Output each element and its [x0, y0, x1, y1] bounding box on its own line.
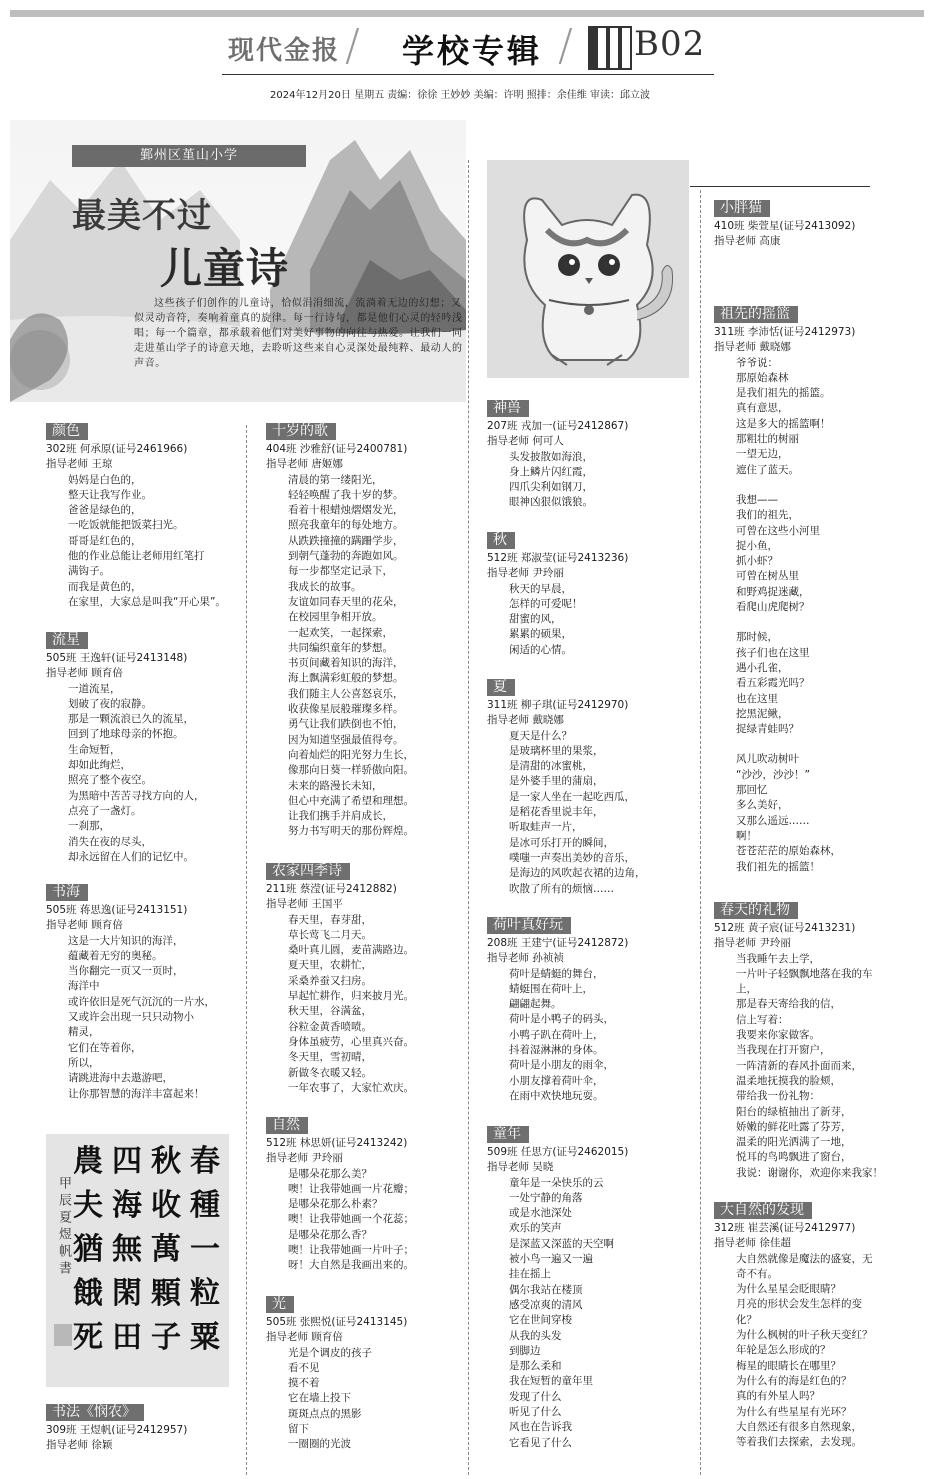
poem-block — [266, 1296, 466, 1453]
poem-line: 秋天的早晨， — [509, 582, 572, 595]
poem-line: 孩子们也在这里 — [736, 646, 810, 659]
poem-line: 收获像星辰般璀璨多样。 — [288, 703, 404, 716]
poem-line: 我们随主人公喜怒哀乐， — [288, 687, 404, 700]
poem-line: 啊！ — [736, 829, 757, 842]
poem-line: 多么美好， — [736, 799, 789, 812]
poem-line: 苍苍茫茫的原始森林， — [736, 845, 841, 858]
poem-line: 上， — [736, 983, 757, 996]
poem-line: 一处宁静的角落 — [509, 1191, 583, 1204]
poem-author: 208班 王建宁(证号2412872) — [487, 937, 629, 949]
poem-line: 带给我一份礼物： — [736, 1090, 820, 1103]
poem-line: 是哪朵花那么美？ — [288, 1167, 372, 1180]
poem-line: 一圈圈的光波 — [288, 1438, 351, 1451]
poem-line: 桑叶真儿圆，麦苗满路边。 — [288, 944, 414, 957]
poem-line: 采桑养蚕又扫房。 — [288, 974, 372, 987]
poem-line: 它在墙上投下 — [288, 1392, 351, 1405]
poem-line: 是深蓝又深蓝的天空啊 — [509, 1237, 614, 1250]
poem-block — [46, 423, 246, 610]
poem-teacher: 指导老师 徐佳超 — [714, 1237, 791, 1250]
section-title: 学校专辑 — [402, 32, 543, 70]
poem-line: 阳台的绿植抽出了新芽， — [736, 1105, 852, 1118]
poem-teacher: 指导老师 尹玲丽 — [266, 1152, 343, 1165]
poem-teacher: 指导老师 孙祯祯 — [487, 952, 564, 965]
poem-line: 那粗壮的树丽 — [736, 433, 799, 446]
poem-block — [714, 902, 924, 1181]
poem-line: 回到了地球母亲的怀抱。 — [68, 728, 184, 741]
poem-line: 我们的祖先， — [736, 509, 799, 522]
poem-line: 我要来你家做客。 — [736, 1029, 820, 1042]
poem-title: 小胖猫 — [714, 200, 770, 217]
poem-line: 它们在等着你， — [68, 1041, 142, 1054]
poem-block — [266, 423, 466, 840]
poem-line: 因为知道坚强最值得夸。 — [288, 733, 404, 746]
poem-title: 十岁的歌 — [266, 423, 336, 440]
poem-teacher: 指导老师 顾育倍 — [46, 667, 123, 680]
poem-line: 让我们携手并肩成长， — [288, 810, 393, 823]
column-divider — [700, 190, 701, 1475]
school-name-label: 鄞州区堇山小学 — [72, 145, 306, 167]
poem-line: 闲适的心情。 — [509, 643, 572, 656]
poem-line: 让你那智慧的海洋丰富起来！ — [68, 1087, 205, 1100]
poem-line: 春天里，春芽甜， — [288, 913, 372, 926]
poem-line: 呀！大自然是我画出来的。 — [288, 1259, 414, 1272]
poem-teacher: 指导老师 唐姬娜 — [266, 458, 343, 471]
poem-line: 噢！让我带她画一个花蕊； — [288, 1213, 414, 1226]
poem-line: 我在短暂的童年里 — [509, 1375, 593, 1388]
poem-line: 翩翩起舞。 — [509, 998, 562, 1011]
poem-line: 清晨的第一缕阳光， — [288, 473, 383, 486]
poem-line: 当我睡午去上学， — [736, 952, 820, 965]
poem-line: 遇小孔雀， — [736, 661, 789, 674]
header-rule — [222, 74, 714, 75]
poem-line: 抖着湿淋淋的身体。 — [509, 1044, 604, 1057]
poem-teacher: 指导老师 尹玲丽 — [487, 567, 564, 580]
newspaper-brand: 现代金报 — [228, 36, 341, 66]
qr-code-icon — [588, 26, 632, 70]
poem-line: 为黑暗中苦苦寻找方向的人， — [68, 789, 205, 802]
poem-line: 所以， — [68, 1056, 100, 1069]
poem-line: 风儿吹动树叶 — [736, 753, 799, 766]
poem-line: 童年是一朵快乐的云 — [509, 1176, 604, 1189]
poem-line: 甜蜜的风， — [509, 613, 562, 626]
poem-line: 奇不有。 — [736, 1267, 778, 1280]
calligraphy-signature: 甲辰夏煜帆書 — [56, 1176, 71, 1278]
poem-line: 一片叶子轻飘飘地落在我的车 — [736, 967, 873, 980]
poem-line: 温柔的阳光洒满了一地， — [736, 1136, 852, 1149]
poem-title: 秋 — [487, 532, 515, 549]
poem-author: 311班 柳子琪(证号2412970) — [487, 699, 629, 711]
poem-block — [46, 884, 246, 1102]
poem-teacher: 指导老师 顾育倍 — [46, 919, 123, 932]
poem-line: 却如此绚烂， — [68, 759, 131, 772]
poem-title: 神兽 — [487, 400, 529, 417]
calligraphy-image — [46, 1134, 229, 1387]
poem-author: 509班 任思方(证号2462015) — [487, 1146, 629, 1158]
poem-line: 这是一大片知识的海洋， — [68, 934, 184, 947]
poem-line: 挂在摇上 — [509, 1268, 551, 1281]
poem-line: 是海边的风吹起衣裙的边角， — [509, 867, 646, 880]
poem-line: 吹散了所有的烦恼…… — [509, 882, 614, 895]
poem-line: 这是多大的摇篮啊！ — [736, 417, 831, 430]
poem-line: 看五彩霞光吗？ — [736, 677, 810, 690]
top-rule — [10, 10, 924, 17]
poem-title: 书海 — [46, 884, 88, 901]
poem-line: 夏天里，农耕忙， — [288, 959, 372, 972]
feature-title-line2: 儿童诗 — [160, 244, 290, 293]
poem-line: 可曾在这些小河里 — [736, 524, 820, 537]
poem-line: 一道流星， — [68, 682, 121, 695]
poem-line: 是我们祖先的摇篮。 — [736, 387, 831, 400]
poem-title: 春天的礼物 — [714, 902, 798, 919]
poem-teacher: 指导老师 徐颖 — [46, 1439, 113, 1452]
poem-line: 请跳进海中去遨游吧， — [68, 1072, 173, 1085]
poem-line: 蜻蜓围在荷叶上， — [509, 982, 593, 995]
poem-line: 蕴藏着无穷的奥秘。 — [68, 949, 163, 962]
poem-line: 生命短暂， — [68, 743, 121, 756]
poem-line — [714, 737, 924, 752]
poem-author: 512班 林思妍(证号2413242) — [266, 1137, 408, 1149]
poem-line: 一阵清新的春风扑面而来， — [736, 1059, 862, 1072]
date-line: 2024年12月20日 星期五 责编：徐徐 王妙妙 美编：许明 照排：余佳维 审读：邱立波 — [270, 90, 650, 101]
poem-teacher: 指导老师 何可人 — [487, 435, 564, 448]
poem-teacher: 指导老师 王琼 — [46, 458, 113, 471]
poem-line: 到脚边 — [509, 1344, 541, 1357]
poem-line: 当我现在打开窗户， — [736, 1044, 831, 1057]
poem-line: 每一步都坚定记录下， — [288, 565, 393, 578]
poem-line: 早起忙耕作，归来披月光。 — [288, 990, 414, 1003]
poem-author: 505班 王逸轩(证号2413148) — [46, 652, 188, 664]
poem-author: 312班 崔芸溪(证号2412977) — [714, 1222, 856, 1234]
poem-line: 四爪尖利如钢刀， — [509, 481, 593, 494]
poem-line: 夏天是什么？ — [509, 729, 572, 742]
poem-line: 抓小虾？ — [736, 555, 778, 568]
poem-line: 我说：谢谢你，欢迎你来我家！ — [736, 1166, 883, 1179]
poem-line: 或是水池深处 — [509, 1207, 572, 1220]
poem-line: 大自然还有很多自然现象， — [736, 1420, 862, 1433]
poem-line: 妈妈是白色的， — [68, 473, 142, 486]
feature-title-line1: 最美不过 — [72, 196, 212, 236]
poem-block — [714, 200, 924, 250]
poem-line: 新做冬衣暖又轻。 — [288, 1066, 372, 1079]
poem-line: 悦耳的鸟鸣飘进了窗台， — [736, 1151, 852, 1164]
poem-author: 207班 戎加一(证号2412867) — [487, 420, 629, 432]
poem-line: 他的作业总能让老师用红笔打 — [68, 550, 205, 563]
poem-line: 身体虽疲劳，心里真兴奋。 — [288, 1035, 414, 1048]
poem-line: 捉绿青蛙吗？ — [736, 723, 799, 736]
poem-author: 505班 蒋思逸(证号2413151) — [46, 904, 188, 916]
poem-line: 点亮了一盏灯。 — [68, 804, 142, 817]
poem-teacher: 指导老师 戴晓娜 — [487, 714, 564, 727]
poem-line: 为什么星星会眨眼睛？ — [736, 1283, 841, 1296]
poem-line: 年轮是怎么形成的？ — [736, 1344, 831, 1357]
poem-line: 温柔地抚摸我的脸颊， — [736, 1074, 841, 1087]
poem-line: 是冰可乐打开的瞬间， — [509, 836, 614, 849]
poem-line: 梅星的眼睛长在哪里？ — [736, 1359, 841, 1372]
poem-line: 共同编织童年的梦想。 — [288, 641, 393, 654]
poem-line: 荷叶是小鸭子的码头， — [509, 1013, 614, 1026]
poem-line: 在校园里争相开放。 — [288, 611, 383, 624]
poem-title: 夏 — [487, 679, 515, 696]
poem-line: 一望无边， — [736, 448, 789, 461]
poem-author: 505班 张熙悦(证号2413145) — [266, 1316, 408, 1328]
poem-title: 颜色 — [46, 423, 88, 440]
poem-line: 又那么遥远…… — [736, 814, 810, 827]
poem-line: 真有意思， — [736, 402, 789, 415]
poem-line: 听取蛙声一片， — [509, 821, 583, 834]
poem-line: 一刹那， — [68, 820, 110, 833]
poem-block — [714, 306, 924, 875]
poem-line: 哥哥是红色的， — [68, 534, 142, 547]
poem-line: 在家里，大家总是叫我“开心果”。 — [68, 595, 226, 608]
poem-author: 302班 何承原(证号2461966) — [46, 443, 188, 455]
poem-line: 那是春天寄给我的信， — [736, 998, 841, 1011]
poem-line: 我们祖先的摇篮！ — [736, 860, 820, 873]
poem-line: 一起欢笑，一起探索， — [288, 626, 393, 639]
poem-title: 光 — [266, 1296, 294, 1313]
poem-teacher: 指导老师 王国平 — [266, 898, 343, 911]
poem-line: 信上写着： — [736, 1013, 789, 1026]
separator-slash: / — [345, 20, 360, 71]
poem-line: 捉小鱼， — [736, 539, 778, 552]
poem-line: 勇气让我们跌倒也不怕， — [288, 718, 404, 731]
poem-line: 化？ — [736, 1313, 757, 1326]
poem-line: 那时候， — [736, 631, 778, 644]
poem-line: 又或许会出现一只只动物小 — [68, 1011, 194, 1024]
poem-line: 偶尔我站在楼顶 — [509, 1283, 583, 1296]
poem-line: 像那向日葵一样骄傲向阳。 — [288, 764, 414, 777]
poem-line: 照亮了整个夜空。 — [68, 774, 152, 787]
poem-line: 噢！让我带她画一片花瓣； — [288, 1182, 414, 1195]
poem-line: 也在这里 — [736, 692, 778, 705]
poem-line: 光是个调皮的孩子 — [288, 1346, 372, 1359]
poem-line: 那回忆 — [736, 784, 768, 797]
poem-line: 等着我们去探索，去发现。 — [736, 1436, 862, 1449]
poem-line: 而我是黄色的， — [68, 580, 142, 593]
poem-line: 向着灿烂的阳光努力生长， — [288, 748, 414, 761]
poem-line — [714, 478, 924, 493]
poem-line: “沙沙，沙沙！” — [736, 768, 810, 781]
poem-line: 努力书写明天的那份辉煌。 — [288, 825, 414, 838]
poem-line: 发现了什么 — [509, 1390, 562, 1403]
poem-line: 或许依旧是死气沉沉的一片水， — [68, 995, 215, 1008]
calligraphy-column: 農 夫 猶 餓 死 — [73, 1144, 103, 1355]
poem-block — [487, 1126, 697, 1451]
poem-line: 月亮的形状会发生怎样的变 — [736, 1298, 862, 1311]
poem-line: 划破了夜的寂静。 — [68, 697, 152, 710]
poem-line — [714, 615, 924, 630]
poem-line: 为什么有些星星有光环？ — [736, 1405, 852, 1418]
page-number: B02 — [634, 24, 706, 64]
poem-line: 从跌跌撞撞的蹒跚学步， — [288, 534, 404, 547]
poem-block — [487, 917, 697, 1104]
poem-line: 风也在告诉我 — [509, 1421, 572, 1434]
poem-title: 大自然的发现 — [714, 1202, 812, 1219]
poem-title: 童年 — [487, 1126, 529, 1143]
seal-stamp-icon — [54, 1324, 72, 1346]
poem-line: 真的有外星人吗？ — [736, 1390, 820, 1403]
poem-line: 是外婆手里的蒲扇， — [509, 775, 604, 788]
column-divider — [468, 160, 469, 1475]
poem-line: 那原始森林 — [736, 371, 789, 384]
poem-line: 头发披散如海浪， — [509, 450, 593, 463]
poem-line: 噢！让我带她画一片叶子； — [288, 1244, 414, 1257]
calligraphy-column: 秋 收 萬 顆 子 — [151, 1144, 181, 1355]
poem-line: 爷爷说： — [736, 356, 778, 369]
separator-slash: / — [558, 20, 573, 71]
poem-line: 那是一颗流浪已久的流星， — [68, 713, 194, 726]
poem-line: 从我的头发 — [509, 1329, 562, 1342]
poem-line: 冬天里，雪初晴， — [288, 1051, 372, 1064]
poem-line: 是那么柔和 — [509, 1360, 562, 1373]
poem-line: 是玻璃杯里的果浆， — [509, 744, 604, 757]
poem-title: 农家四季诗 — [266, 863, 350, 880]
poem-line: 整天让我写作业。 — [68, 488, 152, 501]
poem-line: 看爬山虎爬树？ — [736, 601, 810, 614]
poem-line: 一年农事了，大家忙欢庆。 — [288, 1081, 414, 1094]
poem-teacher: 指导老师 高康 — [714, 235, 781, 248]
poem-line: 被小鸟一遍又一遍 — [509, 1253, 593, 1266]
poem-line: 感受凉爽的清风 — [509, 1298, 583, 1311]
calligraphy-column: 春 種 一 粒 粟 — [190, 1144, 220, 1355]
poem-title: 荷叶真好玩 — [487, 917, 571, 934]
poem-line: 小朋友撑着荷叶伞， — [509, 1074, 604, 1087]
poem-block — [46, 1404, 246, 1454]
section-rule — [690, 186, 870, 187]
poem-block — [487, 400, 697, 511]
poem-line: 大自然就像是魔法的盛宴，无 — [736, 1252, 873, 1265]
poem-line: 未来的路漫长未知， — [288, 779, 383, 792]
poem-line: 爸爸是绿色的， — [68, 504, 142, 517]
poem-line: 留下 — [288, 1423, 309, 1436]
poem-line: 遮住了蓝天。 — [736, 463, 799, 476]
poem-line: 轻轻唤醒了我十岁的梦。 — [288, 488, 404, 501]
poem-teacher: 指导老师 尹玲丽 — [714, 937, 791, 950]
poem-line: 看着十根蜡烛熠熠发光， — [288, 504, 404, 517]
column-divider — [246, 425, 247, 1475]
poem-line: 身上鳞片闪红霞， — [509, 465, 593, 478]
poem-line: 我成长的故事。 — [288, 580, 362, 593]
poem-author: 404班 沙雅舒(证号2400781) — [266, 443, 408, 455]
poem-teacher: 指导老师 顾育倍 — [266, 1331, 343, 1344]
poem-line: 谷粒金黄香喷喷。 — [288, 1020, 372, 1033]
poem-author: 410班 柴萱星(证号2413092) — [714, 220, 856, 232]
poem-title: 祖先的摇篮 — [714, 306, 798, 323]
poem-teacher: 指导老师 戴晓娜 — [714, 341, 791, 354]
poem-author: 311班 李沛恬(证号2412973) — [714, 326, 856, 338]
poem-block — [714, 1202, 924, 1450]
poem-author: 512班 郑淑莹(证号2413236) — [487, 552, 629, 564]
poem-line: 斑斑点点的黑影 — [288, 1407, 362, 1420]
poem-line: 为什么枫树的叶子秋天变红？ — [736, 1329, 873, 1342]
poem-line: 是清甜的冰蜜桃， — [509, 760, 593, 773]
poem-line: 是一家人坐在一起吃西瓜， — [509, 790, 635, 803]
calligraphy-column: 四 海 無 閑 田 — [112, 1144, 142, 1355]
poem-block — [266, 863, 466, 1096]
poem-line: 但心中充满了希望和理想。 — [288, 794, 414, 807]
poem-line: 却永远留在人们的记忆中。 — [68, 850, 194, 863]
poem-line: 照亮我童年的每处地方。 — [288, 519, 404, 532]
poem-line: 和野鸡捉迷藏， — [736, 585, 810, 598]
poem-title: 流星 — [46, 632, 88, 649]
poem-line: 草长莺飞二月天。 — [288, 928, 372, 941]
poem-block — [46, 632, 246, 865]
poem-author: 309班 王煜帆(证号2412957) — [46, 1424, 188, 1436]
poem-line: 挖黑泥鳅， — [736, 707, 789, 720]
poem-line: 精灵， — [68, 1026, 100, 1039]
poem-line: 消失在夜的尽头， — [68, 835, 152, 848]
poem-author: 211班 蔡滢(证号2412882) — [266, 883, 397, 895]
poem-line: 眼神凶狠似饿狼。 — [509, 496, 593, 509]
feature-intro: 这些孩子们创作的儿童诗，恰似涓涓细流，流淌着无边的幻想；又似灵动音符，奏响着童真的旋律。每一行诗句，都是他们心灵的轻吟浅唱；每一个篇章，都承载着他们对美好事物的向往与热爱。让我们一同走进堇山学子的诗意天地，去聆听这些来自心灵深处最纯粹、最动人的声音。 — [134, 298, 463, 369]
poem-line: 噗嗤一声奏出美妙的音乐， — [509, 851, 635, 864]
poem-line: 是哪朵花那么香？ — [288, 1228, 372, 1241]
poem-author: 512班 黄子宸(证号2413231) — [714, 922, 856, 934]
poem-block — [487, 532, 697, 658]
poem-line: 怎样的可爱呢！ — [509, 597, 583, 610]
poem-line: 荷叶是蜻蜓的舞台， — [509, 967, 604, 980]
poem-line: 海上飘满彩虹般的梦想。 — [288, 672, 404, 685]
poem-line: 小鸭子趴在荷叶上， — [509, 1028, 604, 1041]
poem-line: 当你翻完一页又一页时， — [68, 965, 184, 978]
poem-block — [487, 679, 697, 897]
poem-line: 它看见了什么 — [509, 1436, 572, 1449]
poem-line: 我想—— — [736, 493, 778, 506]
poem-teacher: 指导老师 吴晓 — [487, 1161, 554, 1174]
poem-line: 一吃饭就能把饭菜扫光。 — [68, 519, 184, 532]
poem-line: 听见了什么 — [509, 1406, 562, 1419]
poem-line: 秋天里，谷满盆， — [288, 1005, 372, 1018]
poem-line: 它在世间穿梭 — [509, 1314, 572, 1327]
poem-line: 满钩子。 — [68, 565, 110, 578]
poem-line: 可曾在树丛里 — [736, 570, 799, 583]
poem-line: 看不见 — [288, 1361, 320, 1374]
cat-drawing-image — [487, 160, 689, 378]
poem-block — [266, 1117, 466, 1274]
poem-line: 累累的硕果， — [509, 628, 572, 641]
poem-line: 为什么有的海是红色的？ — [736, 1374, 852, 1387]
poem-line: 到朝气蓬勃的奔跑如风。 — [288, 550, 404, 563]
poem-line: 摸不着 — [288, 1377, 320, 1390]
poem-line: 友谊如同春天里的花朵， — [288, 595, 404, 608]
poem-line: 书页间藏着知识的海洋， — [288, 657, 404, 670]
poem-line: 是哪朵花那么朴素？ — [288, 1198, 383, 1211]
poem-line: 在雨中欢快地玩耍。 — [509, 1089, 604, 1102]
poem-line: 是稻花香里说丰年， — [509, 806, 604, 819]
poem-line: 欢乐的笑声 — [509, 1222, 562, 1235]
poem-title: 书法《悯农》 — [46, 1404, 144, 1421]
poem-line: 荷叶是小朋友的雨伞， — [509, 1059, 614, 1072]
poem-line: 娇嫩的鲜花吐露了芬芳， — [736, 1120, 852, 1133]
poem-title: 自然 — [266, 1117, 308, 1134]
poem-line: 海洋中 — [68, 980, 100, 993]
